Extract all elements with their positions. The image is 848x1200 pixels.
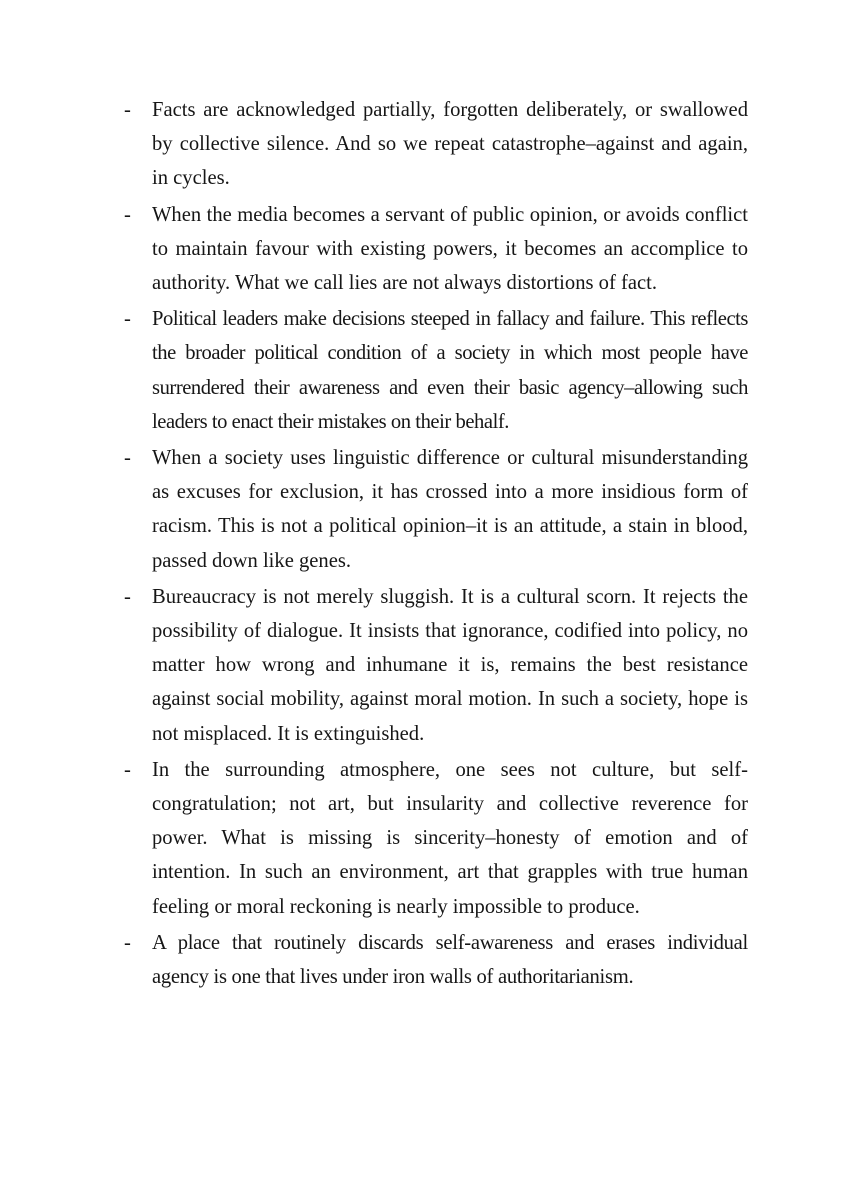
bullet-dash: - bbox=[124, 931, 131, 954]
bullet-dash: - bbox=[124, 585, 131, 608]
list-item bbox=[118, 580, 754, 751]
bullet-dash: - bbox=[124, 758, 131, 781]
list-item-text: Facts are acknowledged partially, forgotten deliberately, or swallowed by collective silence. And so we repeat catastrophe–against and again, in cycles. bbox=[152, 99, 748, 190]
bullet-dash: - bbox=[124, 203, 131, 226]
bullet-dash: - bbox=[124, 308, 131, 331]
list-item-text: A place that routinely discards self-awareness and erases individual agency is one that lives under iron walls of authoritarianism. bbox=[152, 931, 748, 989]
bullet-dash: - bbox=[124, 99, 131, 121]
list-item bbox=[118, 441, 754, 578]
bullet-list bbox=[118, 93, 754, 996]
list-item bbox=[118, 753, 754, 924]
list-item-text: When the media becomes a servant of public opinion, or avoids conflict to maintain favour with existing powers, it becomes an accomplice to authority. What we call lies are not always distortions of fact. bbox=[152, 203, 748, 295]
list-item-text: When a society uses linguistic difference or cultural misunderstanding as excuses for exclusion, it has crossed into a more insidious form of racism. This is not a political opinion–it is an attitude, a stain in blood, passed down like genes. bbox=[152, 447, 748, 572]
list-item bbox=[118, 926, 754, 994]
bullet-dash: - bbox=[124, 447, 131, 470]
list-item bbox=[118, 198, 754, 301]
list-item-text: In the surrounding atmosphere, one sees not culture, but self-congratulation; not art, but insularity and collective reverence for power. What is missing is sincerity–honesty of emotion and of intention. In such an environment, art that grapples with true human feeling or moral reckoning is nearly impossible to produce. bbox=[152, 758, 748, 918]
list-item-text: Bureaucracy is not merely sluggish. It is a cultural scorn. It rejects the possibility of dialogue. It insists that ignorance, codified into policy, no matter how wrong and inhumane it is, remains the best resistance against social mobility, against moral motion. In such a society, hope is not misplaced. It is extinguished. bbox=[152, 585, 748, 745]
list-item-text: Political leaders make decisions steeped in fallacy and failure. This reflects the broader political condition of a society in which most people have surrendered their awareness and even their basic agency–allowing such leaders to enact their mistakes on their behalf. bbox=[152, 308, 748, 433]
list-item bbox=[118, 93, 754, 196]
list-item bbox=[118, 302, 754, 439]
